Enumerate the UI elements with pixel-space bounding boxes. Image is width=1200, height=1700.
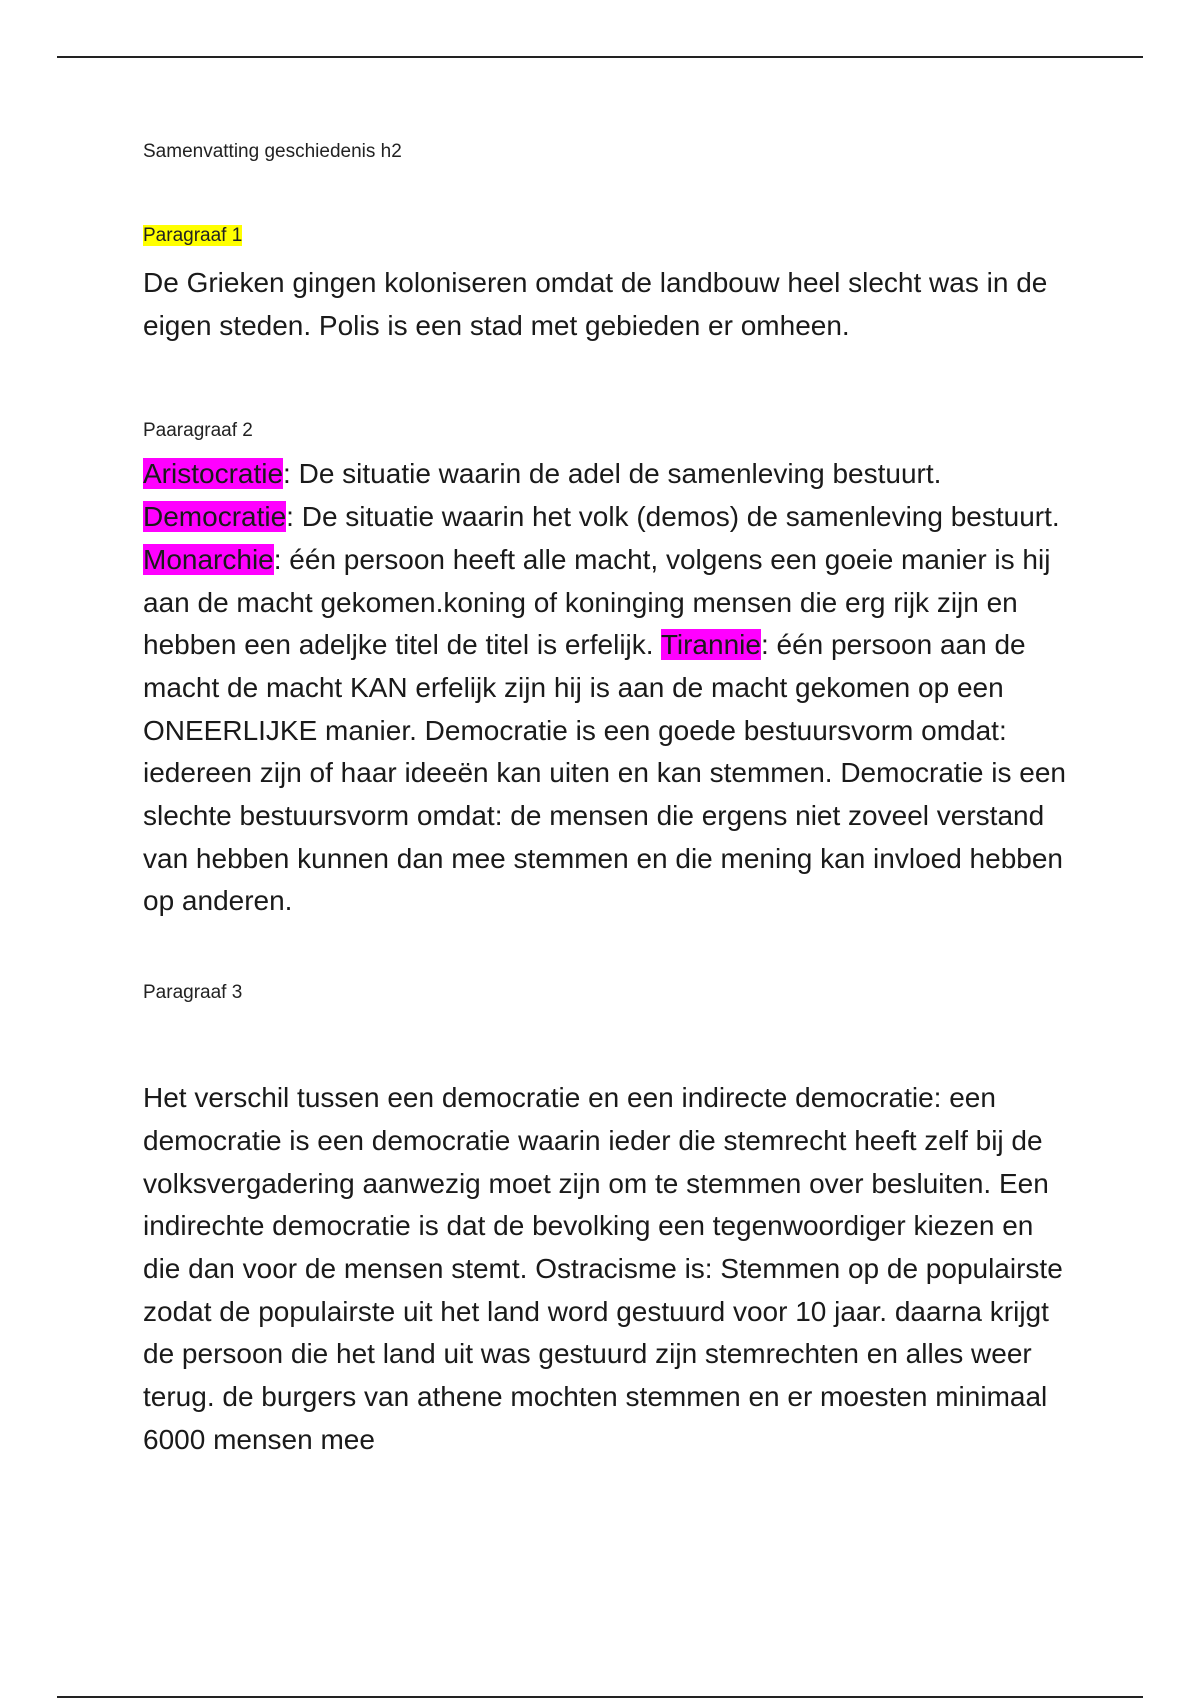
section-paragraaf-2	[143, 417, 1073, 923]
highlighted-term: Monarchie	[143, 543, 274, 575]
section-text: Het verschil tussen een democratie en een indirecte democratie: een democratie is een democratie waarin ieder die stemrecht heeft zelf bij de volksvergadering aanwezig moet zijn om te stemmen over besluiten. Een indirechte democratie is dat de bevolking een tegenwoordiger kiezen en die dan voor de mensen stemt. Ostracisme is: Stemmen op de populairste zodat de populairste uit het land word gestuurd voor 10 jaar. daarna krijgt de persoon die het land uit was gestuurd zijn stemrechten en alles weer terug. de burgers van athene mochten stemmen en er moesten minimaal 6000 mensen mee	[143, 1082, 1063, 1455]
highlighted-heading-text: Paragraaf 1	[143, 225, 243, 246]
section-paragraaf-1	[143, 222, 1073, 347]
page-top-rule	[57, 56, 1143, 58]
highlighted-term: Aristocratie	[143, 458, 284, 490]
term-definition: : één persoon aan de macht de macht KAN erfelijk zijn hij is aan de macht gekomen op een ONEERLIJKE manier. Democratie is een goede bestuursvorm omdat: iedereen zijn of haar ideeën kan uiten en kan stemmen. Democratie is een slechte bestuursvorm omdat: de mensen die ergens niet zoveel verstand van hebben kunnen dan mee stemmen en die mening kan invloed hebben op anderen.	[143, 629, 1066, 917]
term-definition: : één persoon heeft alle macht, volgens een goeie manier is hij aan de macht gekomen.koning of koninging mensen die erg rijk zijn en hebben een adeljke titel de titel is erfelijk.	[143, 543, 1051, 661]
term-definition: : De situatie waarin de adel de samenleving bestuurt.	[283, 458, 942, 490]
term-definition: : De situatie waarin het volk (demos) de samenleving bestuurt.	[286, 501, 1060, 533]
section-heading: Paragraaf 3	[143, 982, 243, 1004]
section-text	[143, 453, 1073, 923]
section-paragraaf-3	[143, 979, 1073, 1461]
section-heading	[143, 222, 1073, 250]
section-text: De Grieken gingen koloniseren omdat de landbouw heel slecht was in de eigen steden. Polis is een stad met gebieden er omheen.	[143, 267, 1048, 341]
document-title: Samenvatting geschiedenis h2	[143, 141, 402, 162]
page-bottom-rule	[57, 1696, 1143, 1698]
highlighted-term: Tirannie	[660, 629, 761, 661]
document-body	[143, 138, 1073, 1461]
highlighted-term: Democratie	[143, 501, 287, 533]
section-heading: Paaragraaf 2	[143, 420, 253, 442]
